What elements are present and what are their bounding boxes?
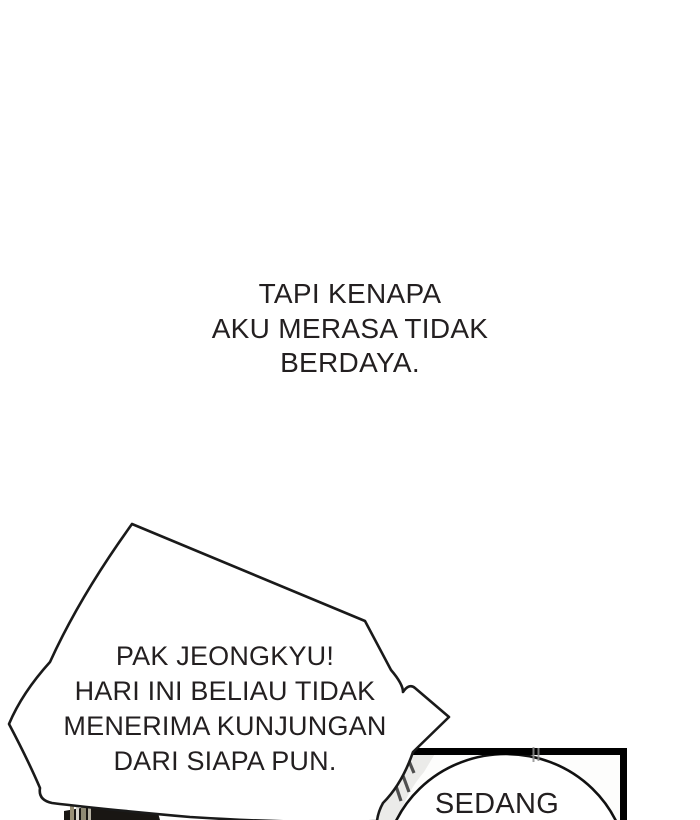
shout-bubble-line: HARI INI BELIAU TIDAK — [74, 676, 376, 706]
shout-bubble-line: MENERIMA KUNJUNGAN — [63, 711, 387, 741]
shout-bubble-text — [25, 639, 425, 779]
narration-line: TAPI KENAPA — [258, 278, 442, 309]
band-stripe — [70, 806, 74, 820]
shout-bubble-line: PAK JEONGKYU! — [115, 641, 335, 671]
narration-text — [0, 277, 700, 381]
panel-bubble-text: SEDANG — [434, 788, 560, 820]
narration-line: BERDAYA. — [280, 347, 420, 378]
band-stripe — [76, 806, 79, 820]
shout-bubble-line: DARI SIAPA PUN. — [113, 746, 337, 776]
narration-line: AKU MERASA TIDAK — [211, 312, 489, 344]
